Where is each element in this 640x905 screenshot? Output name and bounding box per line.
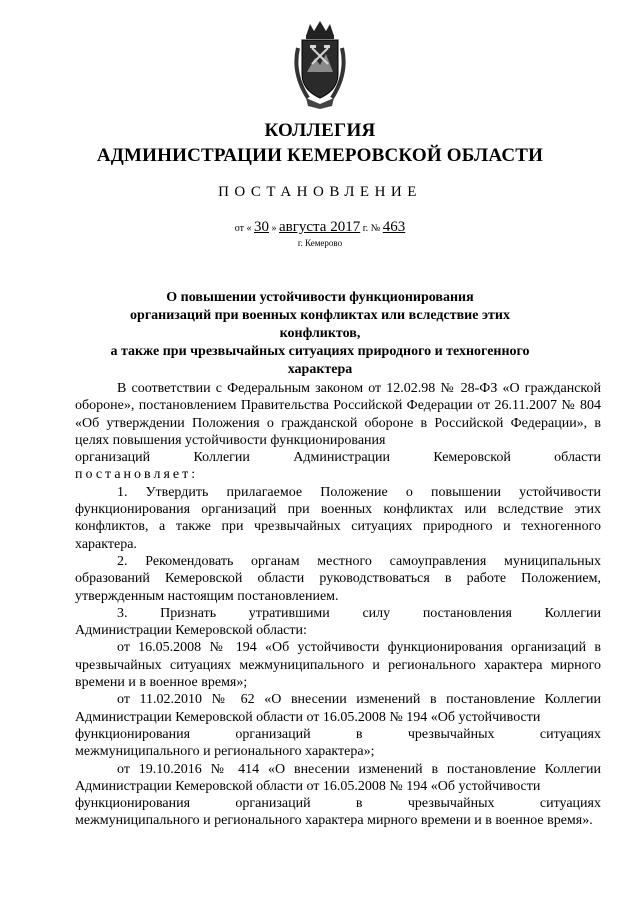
repealed-decree-2-row	[75, 726, 601, 743]
word: 3.	[117, 605, 128, 621]
item-3-continuation: Администрации Кемеровской области:	[75, 623, 307, 639]
word: ситуациях	[539, 796, 601, 812]
title-line: характера	[287, 362, 353, 377]
word: организаций	[235, 726, 311, 742]
word: утратившими	[248, 605, 330, 621]
word: чрезвычайных	[407, 726, 495, 742]
word: силу	[362, 605, 391, 621]
title-line: организаций при военных конфликтах или вследствие этих конфликтов,	[130, 308, 510, 341]
intro-justified-row	[75, 449, 601, 466]
number-sign: №	[370, 223, 381, 234]
word: Коллегии	[544, 605, 601, 621]
word: Коллегии	[193, 450, 250, 466]
decree-word: постановляет:	[75, 467, 199, 483]
document-type: ПОСТАНОВЛЕНИЕ	[218, 184, 422, 200]
word: в	[355, 726, 363, 742]
repealed-decree-2-end: межмуниципального и регионального характера»;	[75, 744, 375, 760]
item-3-row	[75, 605, 601, 622]
repealed-decree-1: от 16.05.2008 № 194 «Об устойчивости функционирования организаций в чрезвычайных ситуациях межмуниципального и регионального характера мирного времени и в военное время»;	[75, 640, 601, 691]
word: в	[355, 796, 363, 812]
date-month-year: августа 2017	[279, 219, 361, 235]
document-title	[90, 289, 550, 379]
title-line: О повышении устойчивости функционирования	[166, 290, 474, 305]
word: Признать	[160, 605, 217, 621]
document-number: 463	[382, 219, 406, 235]
word: ситуациях	[539, 726, 601, 742]
coat-of-arms-emblem	[292, 18, 348, 110]
date-mid: »	[271, 223, 277, 234]
date-suffix: г.	[362, 223, 369, 234]
word: области	[554, 450, 601, 466]
word: Кемеровской	[433, 450, 511, 466]
word: организаций	[75, 450, 151, 466]
org-name-line2: АДМИНИСТРАЦИИ КЕМЕРОВСКОЙ ОБЛАСТИ	[96, 145, 544, 166]
org-name-line1: КОЛЛЕГИЯ	[264, 120, 376, 141]
city: г. Кемерово	[297, 238, 343, 248]
word: постановления	[422, 605, 512, 621]
repealed-decree-2: от 11.02.2010 № 62 «О внесении изменений в постановление Коллегии Администрации Кемеровской области от 16.05.2008 № 194 «Об устойчивости	[75, 692, 601, 725]
document-body	[75, 380, 601, 830]
date-number-line	[0, 219, 640, 236]
title-line: а также при чрезвычайных ситуациях природного и техногенного	[110, 344, 530, 359]
repealed-decree-3: от 19.10.2016 № 414 «О внесении изменений в постановление Коллегии Администрации Кемеровской области от 16.05.2008 № 194 «Об устойчивости	[75, 761, 601, 794]
word: чрезвычайных	[407, 796, 495, 812]
date-prefix: от «	[234, 223, 252, 234]
date-day: 30	[254, 219, 269, 235]
item-1: 1. Утвердить прилагаемое Положение о повышении устойчивости функционирования организаций при военных конфликтах или вследствие этих конфликтов, а также при чрезвычайных ситуациях природного и техногенного характера.	[75, 484, 601, 552]
word: организаций	[235, 796, 311, 812]
repealed-decree-3-row	[75, 795, 601, 812]
item-2: 2. Рекомендовать органам местного самоуправления муниципальных образований Кемеровской области руководствоваться в работе Положением, утвержденным настоящим постановлением.	[75, 553, 601, 604]
word: Администрации	[293, 450, 391, 466]
word: функционирования	[75, 796, 191, 812]
repealed-decree-3-end: межмуниципального и регионального характера мирного времени и в военное время».	[75, 813, 593, 829]
intro-paragraph: В соответствии с Федеральным законом от 12.02.98 № 28-ФЗ «О гражданской обороне», постановлением Правительства Российской Федерации от 26.11.2007 № 804 «Об утверждении Положения о гражданской обороне в Российской Федерации», в целях повышения устойчивости функционирования	[75, 381, 601, 448]
word: функционирования	[75, 726, 191, 742]
